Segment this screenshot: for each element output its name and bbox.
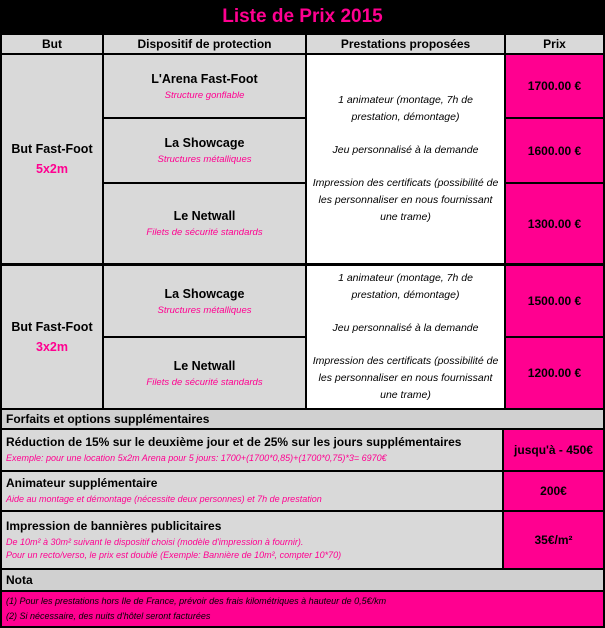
dispositif-cell	[104, 338, 305, 408]
header-prestations: Prestations proposées	[307, 35, 504, 53]
prestations-cell	[307, 55, 504, 263]
dispositif-name: La Showcage	[164, 136, 245, 150]
price-cell: 1200.00 €	[506, 338, 603, 408]
dispositif-desc: Filets de sécurité standards	[146, 376, 263, 388]
option-title: Animateur supplémentaire	[6, 476, 158, 490]
prestation-certificats: Impression des certificats (possibilité de les personnaliser en nous fournissant une trame)	[312, 177, 499, 223]
dispositif-cell	[104, 55, 305, 117]
dispositif-cell	[104, 184, 305, 263]
price-cell: 1600.00 €	[506, 119, 603, 182]
header-prix: Prix	[506, 35, 603, 53]
but-size: 3x2m	[36, 340, 68, 354]
option-cell	[2, 512, 502, 568]
option-cell	[2, 472, 502, 510]
option-desc: Exemple: pour une location 5x2m Arena pour 5 jours: 1700+(1700*0,85)+(1700*0,75)*3= 6970€	[6, 453, 387, 463]
prestations-cell	[307, 266, 504, 408]
but-cell-5x2	[2, 55, 102, 263]
dispositif-desc: Structures métalliques	[157, 304, 252, 316]
but-label: But Fast-Foot	[11, 142, 93, 156]
option-desc: De 10m² à 30m² suivant le dispositif choisi (modèle d'impression à fournir).	[6, 536, 304, 547]
dispositif-desc: Structures métalliques	[157, 154, 252, 165]
nota-line: (2) Si nécessaire, des nuits d'hôtel seront facturées	[6, 611, 211, 621]
option-title: Impression de bannières publicitaires	[6, 518, 222, 533]
header-dispositif: Dispositif de protection	[104, 35, 305, 53]
page-title: Liste de Prix 2015	[0, 0, 605, 34]
header-but: But	[2, 35, 102, 53]
nota-line: (1) Pour les prestations hors Ile de France, prévoir des frais kilométriques à hauteur de 0,5€/km	[6, 596, 387, 606]
option-price: 35€/m²	[504, 512, 603, 568]
dispositif-desc: Filets de sécurité standards	[146, 227, 263, 238]
dispositif-name: L'Arena Fast-Foot	[151, 71, 258, 86]
but-cell-3x2	[2, 266, 102, 408]
price-cell: 1500.00 €	[506, 266, 603, 336]
dispositif-cell	[104, 119, 305, 182]
prestation-jeu: Jeu personnalisé à la demande	[332, 144, 479, 156]
option-desc: Pour un recto/verso, le prix est doublé (Exemple: Bannière de 10m², compter 10*70)	[6, 549, 342, 560]
option-desc: Aide au montage et démontage (nécessite deux personnes) et 7h de prestation	[6, 494, 322, 504]
option-price: jusqu'à - 450€	[504, 430, 603, 470]
nota-heading: Nota	[2, 570, 603, 590]
dispositif-name: Le Netwall	[173, 358, 236, 373]
prestation-certificats: Impression des certificats (possibilité de les personnaliser en nous fournissant une trame)	[312, 355, 499, 401]
nota-body	[2, 592, 603, 626]
dispositif-name: La Showcage	[164, 286, 245, 301]
dispositif-cell	[104, 266, 305, 336]
option-price: 200€	[504, 472, 603, 510]
option-title: Réduction de 15% sur le deuxième jour et de 25% sur les jours supplémentaires	[6, 435, 462, 449]
prestation-animateur: 1 animateur (montage, 7h de prestation, démontage)	[338, 272, 473, 301]
but-size: 5x2m	[36, 162, 68, 176]
prestation-animateur: 1 animateur (montage, 7h de prestation, démontage)	[338, 94, 473, 123]
price-cell: 1700.00 €	[506, 55, 603, 117]
price-cell: 1300.00 €	[506, 184, 603, 263]
prestation-jeu: Jeu personnalisé à la demande	[332, 322, 479, 334]
but-label: But Fast-Foot	[11, 320, 93, 334]
forfaits-heading: Forfaits et options supplémentaires	[2, 410, 603, 428]
dispositif-name: Le Netwall	[173, 209, 236, 223]
option-cell	[2, 430, 502, 470]
dispositif-desc: Structure gonflable	[164, 89, 245, 101]
